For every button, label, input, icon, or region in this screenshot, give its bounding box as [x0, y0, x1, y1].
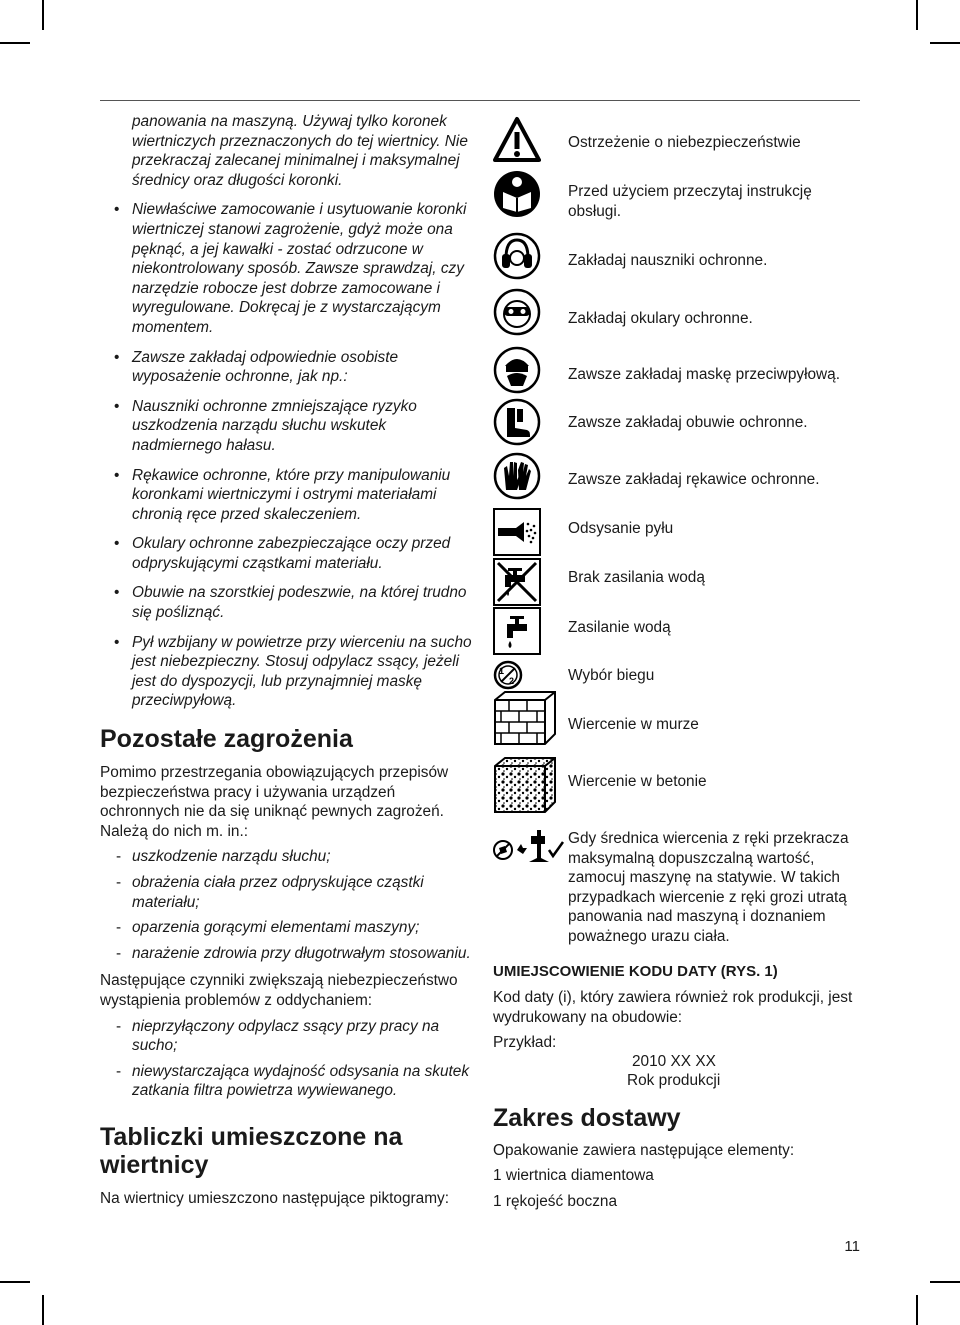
gear-selection-icon [493, 660, 541, 690]
crop-mark [0, 42, 30, 44]
svg-text:1: 1 [499, 666, 505, 676]
residual-risk-item: - oparzenia gorącymi elementami maszyny; [100, 918, 472, 938]
bullet-item: • Rękawice ochronne, które przy manipulowaniu koronkami wiertniczymi i ostrymi materiałami chronią ręce przed skaleczeniem. [100, 466, 472, 525]
date-code-heading: UMIEJSCOWIENIE KODU DATY (RYS. 1) [493, 963, 778, 980]
crop-mark [916, 1295, 918, 1325]
factor-item: - niewystarczająca wydajność odsysania na skutek zatkania filtra powietrza wywiewanego. [100, 1062, 472, 1101]
crop-mark [42, 1295, 44, 1325]
brick-wall-icon [493, 690, 557, 746]
pictogram-label: Zakładaj okulary ochronne. [568, 310, 753, 327]
bullet-item: • Zawsze zakładaj odpowiednie osobiste wyposażenie ochronne, jak np.: [100, 348, 472, 387]
crop-mark [916, 0, 918, 30]
residual-risk-item: - narażenie zdrowia przy długotrwałym stosowaniu. [100, 944, 472, 964]
pictogram-label: Zasilanie wodą [568, 619, 671, 636]
page-number: 11 [844, 1238, 860, 1255]
pictogram-label: Zawsze zakładaj obuwie ochronne. [568, 414, 808, 431]
left-column [100, 112, 472, 1209]
svg-text:2: 2 [509, 676, 515, 686]
pictogram-label: Zakładaj nauszniki ochronne. [568, 252, 768, 269]
stand-mount-icon [493, 826, 565, 868]
bullet-item: • Okulary ochronne zabezpieczające oczy przed odpryskującymi cząstkami materiału. [100, 534, 472, 573]
pictogram-label: Zawsze zakładaj maskę przeciwpyłową. [568, 366, 841, 383]
labels-heading: Tabliczki umieszczone na wiertnicy [100, 1122, 403, 1179]
residual-risk-item: - uszkodzenie narządu słuchu; [100, 847, 472, 867]
bullet-item: • Pył wzbijany w powietrze przy wierceniu na sucho jest niebezpieczny. Stosuj odpylacz ssący, jeżeli jest do dyspozycji, lub przynajmniej maskę przeciwpyłową. [100, 633, 472, 711]
no-water-supply-icon [493, 558, 541, 606]
date-code-example-value: 2010 XX XX [632, 1053, 716, 1070]
bullet-item: • Nauszniki ochronne zmniejszające ryzyko uszkodzenia narządu słuchu wskutek nadmiernego hałasu. [100, 397, 472, 456]
pictogram-label: Brak zasilania wodą [568, 569, 705, 586]
water-supply-icon [493, 607, 541, 655]
pictogram-label: Ostrzeżenie o niebezpieczeństwie [568, 134, 801, 151]
pictogram-label: Wiercenie w murze [568, 716, 699, 733]
read-manual-icon [493, 170, 541, 218]
delivery-item: 1 rękojeść boczna [493, 1193, 618, 1210]
dust-extraction-icon [493, 508, 541, 556]
factors-intro: Następujące czynniki zwiększają niebezpieczeństwo wystąpienia problemów z oddychaniem: [100, 972, 458, 1009]
bullet-item: • Obuwie na szorstkiej podeszwie, na której trudno się pośliznąć. [100, 583, 472, 622]
warning-triangle-icon [493, 116, 541, 164]
date-code-example-caption: Rok produkcji [627, 1072, 721, 1089]
safety-boots-icon [493, 398, 541, 446]
gloves-icon [493, 452, 541, 500]
crop-mark [930, 42, 960, 44]
residual-risk-item: - obrażenia ciała przez odpryskujące cząstki materiału; [100, 873, 472, 912]
delivery-heading: Zakres dostawy [493, 1104, 681, 1132]
pictogram-label: Przed użyciem przeczytaj instrukcję obsługi. [568, 183, 812, 220]
concrete-icon [493, 756, 557, 814]
residual-risks-intro: Pomimo przestrzegania obowiązujących przepisów bezpieczeństwa pracy i używania urządzeń ochronnych nie da się uniknąć pewnych zagrożeń. Należą do nich m. in.: [100, 764, 449, 840]
ear-protection-icon [493, 232, 541, 280]
pictogram-label: Gdy średnica wiercenia z ręki przekracza maksymalną dopuszczalną wartość, zamocuj maszynę na statywie. W takich przypadkach wiercenie z ręki grozi utratą panowania nad maszyną i doznaniem poważnego urazu ciała. [568, 830, 849, 945]
bullet-item: • Niewłaściwe zamocowanie i usytuowanie koronki wiertniczej stanowi zagrożenie, gdyż może ona pęknąć, a jej kawałki - zostać odrzucone w niekontrolowany sposób. Zawsze sprawdzaj, czy narzędzie robocze jest dobrze zamocowane i wyregulowane. Dokręcaj je z wystarczającym momentem. [100, 200, 472, 337]
date-code-example-label: Przykład: [493, 1034, 557, 1051]
pictogram-label: Wybór biegu [568, 667, 655, 684]
delivery-item: 1 wiertnica diamentowa [493, 1167, 654, 1184]
header-rule [100, 100, 860, 101]
safety-goggles-icon [493, 288, 541, 336]
pictogram-label: Odsysanie pyłu [568, 520, 674, 537]
crop-mark [42, 0, 44, 30]
intro-paragraph: panowania na maszyną. Używaj tylko koronek wiertniczych przeznaczonych do tej wiertnicy. Nie przekraczaj zalecanej minimalnej i maksymalnej średnicy oraz długości koronki. [132, 113, 468, 189]
factor-item: - nieprzyłączony odpylacz ssący przy pracy na sucho; [100, 1017, 472, 1056]
crop-mark [930, 1281, 960, 1283]
pictogram-label: Wiercenie w betonie [568, 773, 707, 790]
dust-mask-icon [493, 346, 541, 394]
date-code-text: Kod daty (i), który zawiera również rok produkcji, jest wydrukowany na obudowie: [493, 989, 853, 1026]
residual-risks-heading: Pozostałe zagrożenia [100, 725, 353, 754]
pictogram-label: Zawsze zakładaj rękawice ochronne. [568, 471, 820, 488]
labels-intro: Na wiertnicy umieszczono następujące piktogramy: [100, 1189, 450, 1207]
delivery-intro: Opakowanie zawiera następujące elementy: [493, 1142, 795, 1159]
crop-mark [0, 1281, 30, 1283]
